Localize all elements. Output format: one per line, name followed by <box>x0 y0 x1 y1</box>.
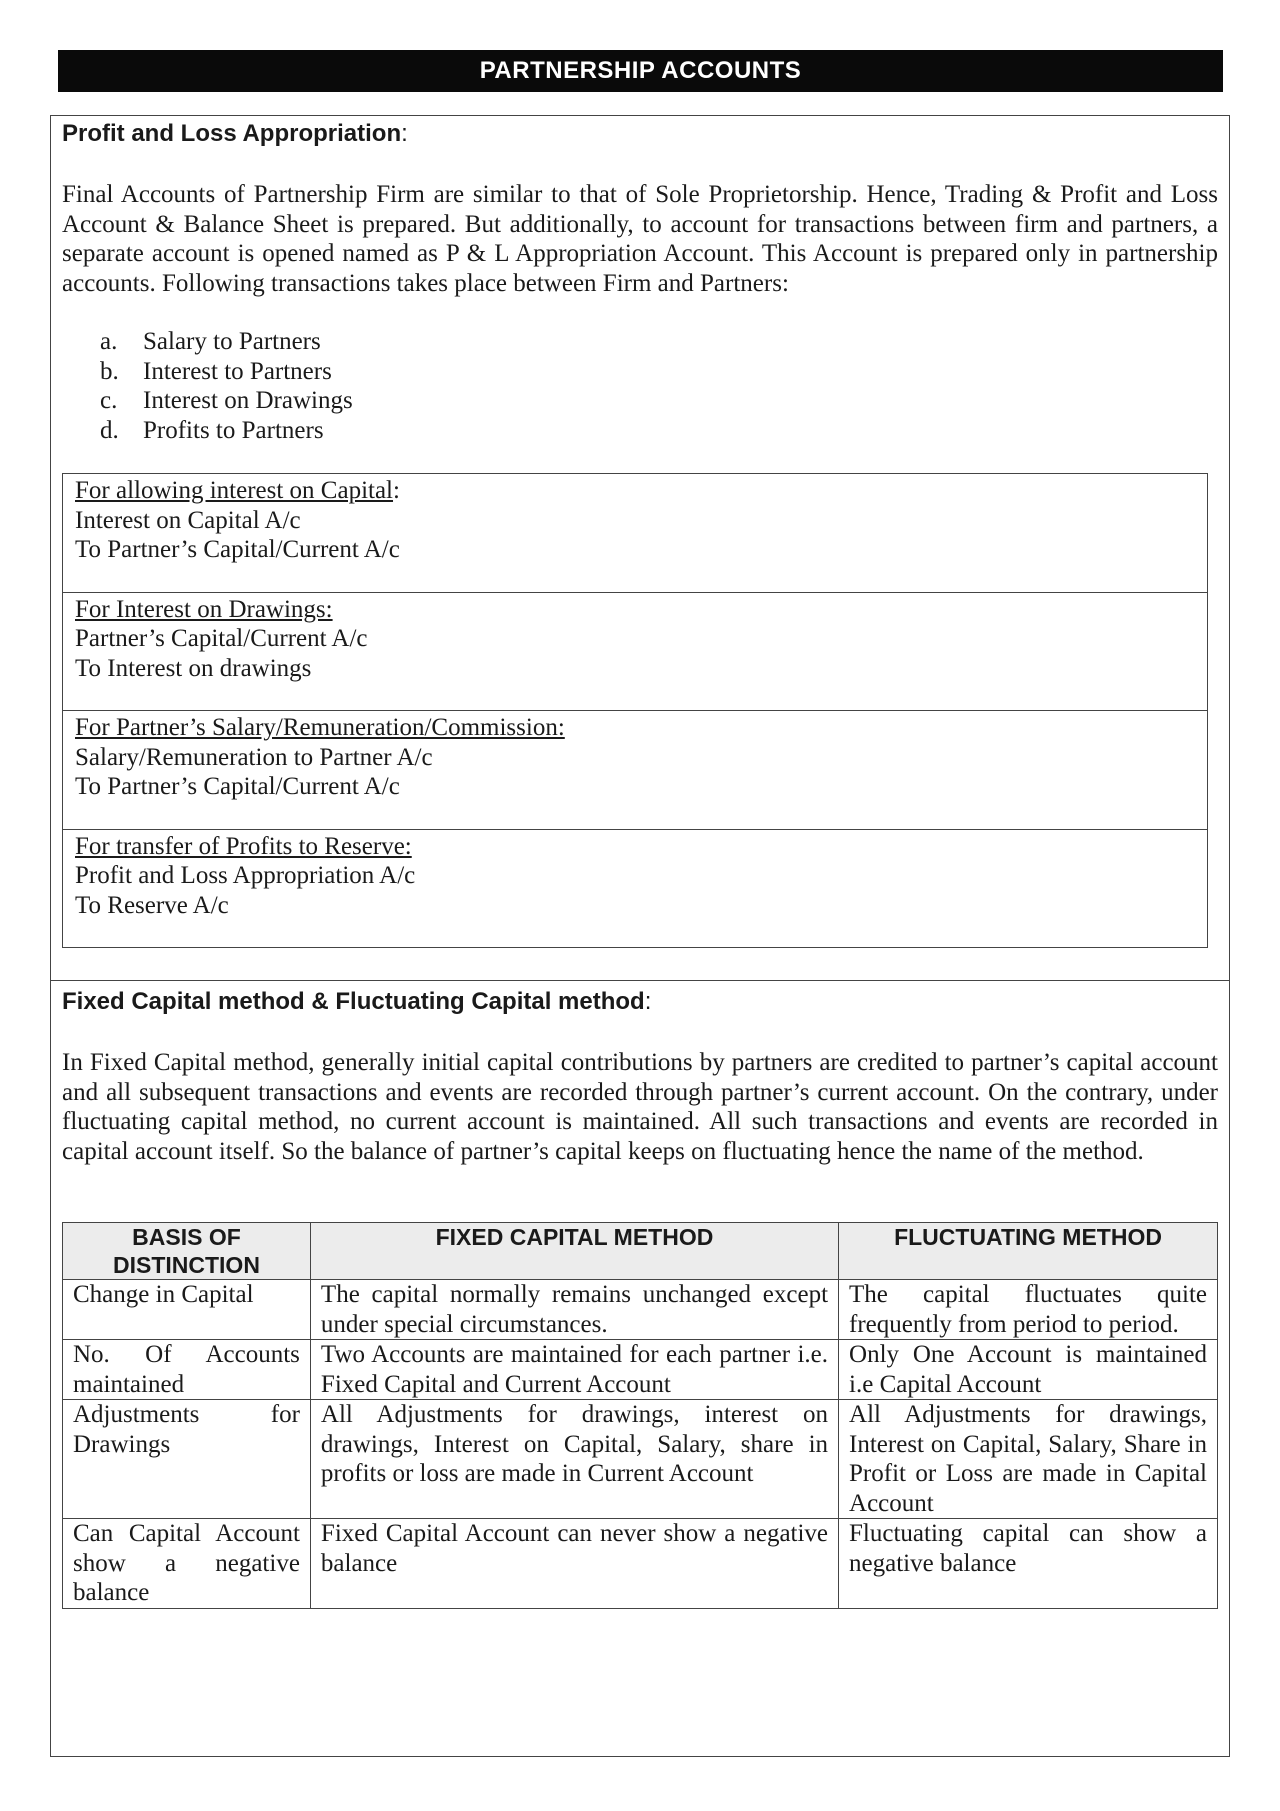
entry-heading-suffix: : <box>393 477 400 504</box>
column-header-fixed: FIXED CAPITAL METHOD <box>310 1223 838 1280</box>
journal-entry-partner-salary <box>63 711 1207 830</box>
list-text: Interest on Drawings <box>143 387 353 414</box>
table-header-row <box>63 1223 1218 1280</box>
entry-heading: For allowing interest on Capital <box>75 477 394 504</box>
column-header-basis: BASIS OF DISTINCTION <box>63 1223 311 1280</box>
entry-credit: To Partner’s Capital/Current A/c <box>75 536 400 563</box>
table-cell: Adjustments for Drawings <box>63 1400 311 1519</box>
capital-methods-paragraph: In Fixed Capital method, generally initial capital contributions by partners are credited to partner’s capital account and all subsequent transactions and events are recorded through partner’s current account. On the contrary, under fluctuating capital method, no current account is maintained. All such transactions and events are recorded in capital account itself. So the balance of partner’s capital keeps on fluctuating hence the name of the method. <box>62 1049 1218 1165</box>
entry-debit: Interest on Capital A/c <box>75 506 301 534</box>
journal-entry-interest-on-capital <box>63 474 1207 593</box>
section-heading-colon: : <box>644 988 652 1015</box>
table-row <box>63 1280 1218 1340</box>
list-text: Profits to Partners <box>143 416 324 444</box>
table-cell: Two Accounts are maintained for each partner i.e. Fixed Capital and Current Account <box>310 1340 838 1400</box>
table-cell: Fixed Capital Account can never show a negative balance <box>310 1519 838 1609</box>
journal-entry-transfer-to-reserve <box>63 830 1207 949</box>
table-cell: The capital normally remains unchanged except under special circumstances. <box>310 1280 838 1340</box>
page-title: PARTNERSHIP ACCOUNTS <box>58 50 1223 92</box>
list-marker: c. <box>100 387 118 414</box>
pl-appropriation-paragraph: Final Accounts of Partnership Firm are similar to that of Sole Proprietorship. Hence, Trading & Profit and Loss Account & Balance Sheet is prepared. But additionally, to account for transactions between firm and partners, a separate account is opened named as P & L Appropriation Account. This Account is prepared only in partnership accounts. Following transactions takes place between Firm and Partners: <box>62 181 1218 297</box>
table-row <box>63 1400 1218 1519</box>
section-heading-pl-appropriation <box>62 120 408 148</box>
entry-credit: To Reserve A/c <box>75 891 229 919</box>
entry-debit: Profit and Loss Appropriation A/c <box>75 862 416 889</box>
journal-entry-interest-on-drawings <box>63 593 1207 712</box>
list-item <box>100 386 353 416</box>
table-cell: All Adjustments for drawings, interest on drawings, Interest on Capital, Salary, share in profits or loss are made in Current Account <box>310 1400 838 1519</box>
table-cell: Fluctuating capital can show a negative balance <box>839 1519 1218 1609</box>
entry-credit: To Interest on drawings <box>75 654 312 682</box>
section-heading-text: Profit and Loss Appropriation <box>62 120 402 147</box>
section-divider <box>50 980 1230 981</box>
transaction-list <box>100 327 353 445</box>
table-cell: Only One Account is maintained i.e Capital Account <box>839 1340 1218 1400</box>
entry-credit: To Partner’s Capital/Current A/c <box>75 773 400 800</box>
list-text: Salary to Partners <box>143 328 321 355</box>
table-row <box>63 1519 1218 1609</box>
table-cell: All Adjustments for drawings, Interest on Capital, Salary, Share in Profit or Loss are made in Capital Account <box>839 1400 1218 1519</box>
list-item <box>100 327 353 357</box>
column-header-fluctuating: FLUCTUATING METHOD <box>839 1223 1218 1280</box>
list-marker: b. <box>100 357 119 385</box>
table-row <box>63 1340 1218 1400</box>
journal-entries-box <box>62 473 1208 948</box>
section-heading-text: Fixed Capital method & Fluctuating Capital method <box>62 988 645 1015</box>
entry-debit: Partner’s Capital/Current A/c <box>75 625 368 652</box>
list-item <box>100 357 353 387</box>
table-cell: The capital fluctuates quite frequently from period to period. <box>839 1280 1218 1340</box>
comparison-table <box>62 1222 1218 1609</box>
entry-heading: For transfer of Profits to Reserve: <box>75 832 412 860</box>
list-text: Interest to Partners <box>143 357 332 385</box>
list-marker: a. <box>100 328 118 355</box>
table-cell: Change in Capital <box>63 1280 311 1340</box>
entry-heading: For Partner’s Salary/Remuneration/Commission: <box>75 714 565 741</box>
entry-debit: Salary/Remuneration to Partner A/c <box>75 743 433 771</box>
table-cell: Can Capital Account show a negative balance <box>63 1519 311 1609</box>
section-heading-capital-methods <box>62 988 651 1016</box>
list-marker: d. <box>100 416 119 444</box>
table-cell: No. Of Accounts maintained <box>63 1340 311 1400</box>
entry-heading: For Interest on Drawings: <box>75 595 333 623</box>
list-item <box>100 416 353 446</box>
section-heading-colon: : <box>401 120 408 147</box>
